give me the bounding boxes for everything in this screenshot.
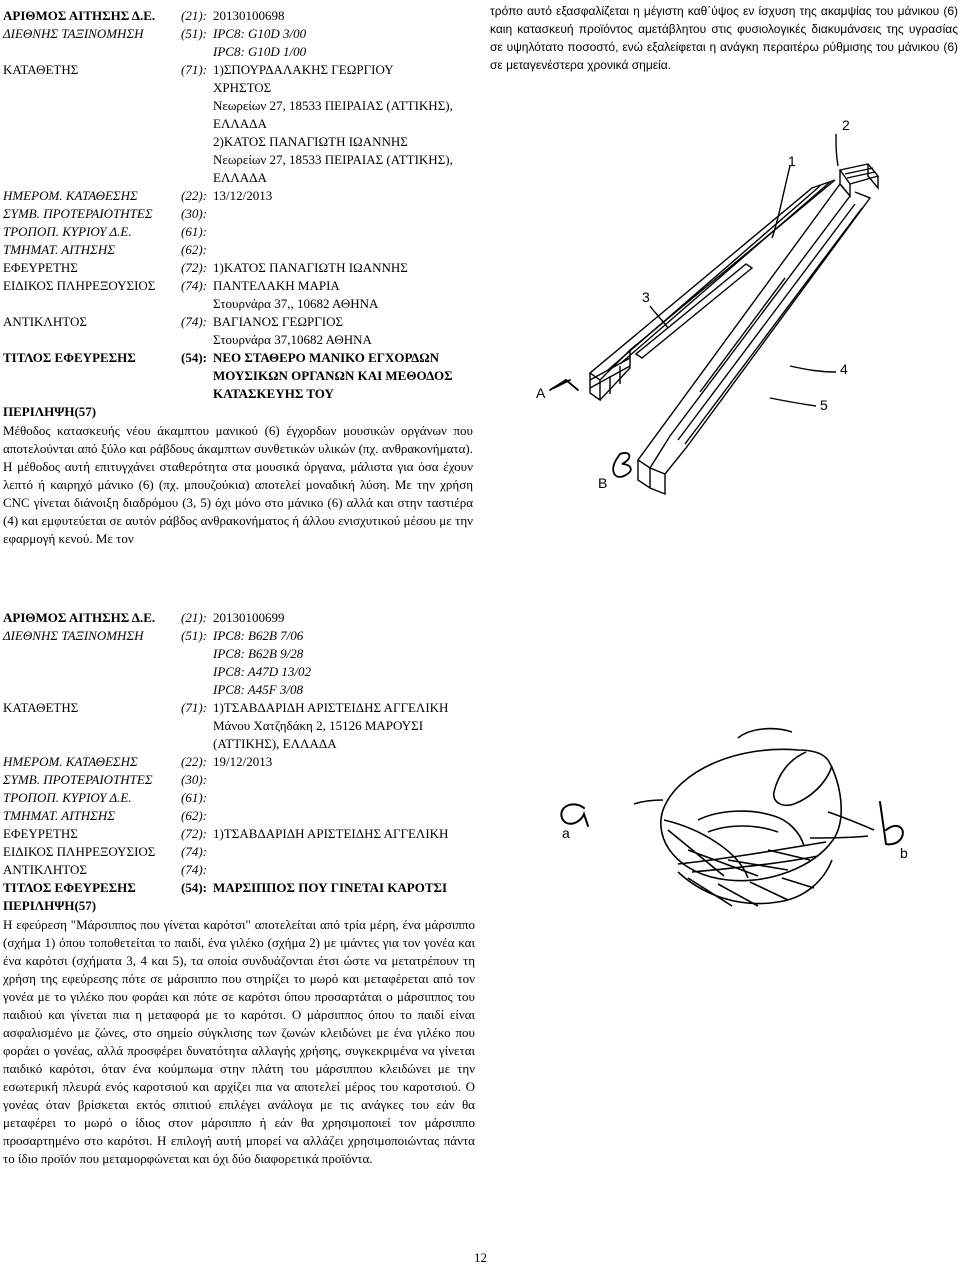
abstract-title: ΠΕΡΙΛΗΨΗ(57) [3,898,97,913]
abstract-title: ΠΕΡΙΛΗΨΗ(57) [3,404,97,419]
inventor-value: 1)ΚΑΤΟΣ ΠΑΝΑΓΙΩΤΗ ΙΩΑΝΝΗΣ [213,260,408,275]
modification-label: ΤΡΟΠΟΠ. ΚΥΡΙΟΥ Δ.Ε. [3,224,132,239]
priorities-row [3,206,473,224]
priorities-label: ΣΥΜΒ. ΠΡΟΤΕΡΑΙΟΤΗΤΕΣ [3,772,153,787]
abstract-continued-text: τρόπο αυτό εξασφαλίζεται η μέγιστη καθ΄ύψος εν ίσχυση της ακαμψίας του μάνικου (6) καιη κατασκευή προϊόντος αμετάβλητου στις φυσιολογικές διακυμάνσεις της υγρασίας σε υψηλότατο ποσοστό, ενώ εξαλείφεται η ανάγκη περαιτέρω ρύθμισης του μάνικου (6) σε μεταγενέστερα χρονικά σημεία. [490,4,958,72]
applicant-code: (71): [181,62,207,77]
classification-label: ΔΙΕΘΝΗΣ ΤΑΞΙΝΟΜΗΣΗ [3,26,144,41]
classification-value: IPC8: A45F 3/08 [213,682,304,697]
agent-label: ΑΝΤΙΚΛΗΤΟΣ [3,862,87,877]
agent-row [3,862,473,880]
applicant-code: (71): [181,700,207,715]
attorney-row [3,844,473,862]
title-label: ΤΙΤΛΟΣ ΕΦΕΥΡΕΣΗΣ [3,350,136,365]
applicant-line: ΧΡΗΣΤΟΣ [213,80,272,95]
divisional-row [3,808,473,826]
abstract-text: Η εφεύρεση "Μάρσιππος που γίνεται καρότσι" αποτελείται από τρία μέρη, ένα μάρσιππο (σχήμα 1) όπου τοποθετείται το παιδί, ένα γιλέκο (σχήμα 2) με ιμάντες για τον γονέα και ένα καρότσι (σχήματα 3, 4 και 5), τα οποία συνδυάζονται έτσι ώστε να μετατρέπουν τη χρήση της εφεύρεσης πότε σε μάρσιππο που στηρίζει το μωρό και μεταφέρεται από τον γονέα με το γιλέκο που φοράει και πότε σε καρότσι όπου προσαρτάται ο μάρσιππος του παιδιού και γίνεται πια η μεταφορά με το καρότσι. Ο μάρσιππος όπου το παιδί είναι ασφαλισμένο με ζώνες, στο σημείο σύγκλισης των ζωνών κλειδώνει με ένα γιλέκο που φοράει ο γονέας, αλλά προσφέρει δυνατότητα αλλαγής χρήσης, συγκεκριμένα να γίνεται παιδικό καρότσι, όταν ένα κούμπωμα στην πλάτη του μάρσιππου κλειδώνει με την εσωτερική πλευρά ενός καροτσιού και αρχίζει πια να αποτελεί μέρος του καροτσιού. Ο γονέας όταν βρίσκεται εκτός σπιτιού επιλέγει ανάλογα με τις ανάγκες του εάν θα μεταφέρει το μωρό ο ίδιος στον μάρσιππο ή εάν θα χρησιμοποιεί τον μάρσιππο προσαρτημένο στο καρότσι. Η επιλογή αυτή μπορεί να αλλάζει χρησιμοποιώντας πάντα το ίδιο προϊόν που μεταμορφώνεται και όχι δύο διαφορετικά προϊόντα. [3,917,475,1166]
classification-row [3,628,473,646]
figure-label-b: b [900,845,908,861]
entry-1-bibliographic [3,0,473,400]
classification-label: ΔΙΕΘΝΗΣ ΤΑΞΙΝΟΜΗΣΗ [3,628,144,643]
filing-date-label: ΗΜΕΡΟΜ. ΚΑΤΑΘΕΣΗΣ [3,754,138,769]
filing-date-value: 13/12/2013 [213,188,273,203]
application-number-value: 20130100699 [213,610,285,625]
classification-code: (51): [181,628,207,643]
applicant-line: ΕΛΛΑΔΑ [213,170,267,185]
inventor-value: 1)ΤΣΑΒΔΑΡΙΔΗ ΑΡΙΣΤΕΙΔΗΣ ΑΓΓΕΛΙΚΗ [213,826,449,841]
figure-label-1: 1 [788,153,796,169]
modification-code: (61): [181,790,207,805]
classification-value: IPC8: A47D 13/02 [213,664,311,679]
attorney-code: (74): [181,844,207,859]
priorities-label: ΣΥΜΒ. ΠΡΟΤΕΡΑΙΟΤΗΤΕΣ [3,206,153,221]
title-label: ΤΙΤΛΟΣ ΕΦΕΥΡΕΣΗΣ [3,880,136,895]
figure-label-4: 4 [840,361,848,377]
applicant-row [3,62,473,80]
applicant-row [3,700,473,718]
classification-value: IPC8: B62B 7/06 [213,628,304,643]
title-value: ΜΑΡΣΙΠΠΟΣ ΠΟΥ ΓΙΝΕΤΑΙ ΚΑΡΟΤΣΙ [213,880,448,895]
classification-row-2 [3,44,473,62]
applicant-line: (ΑΤΤΙΚΗΣ), ΕΛΛΑΔΑ [213,736,337,751]
page-number: 12 [474,1250,487,1265]
title-code: (54): [181,880,207,895]
agent-code: (74): [181,314,207,329]
classification-row [3,26,473,44]
figure-label-2: 2 [842,118,850,133]
applicant-line: 1)ΤΣΑΒΔΑΡΙΔΗ ΑΡΙΣΤΕΙΔΗΣ ΑΓΓΕΛΙΚΗ [213,700,449,715]
agent-row [3,314,473,332]
carrier-drawing-figure [488,700,958,960]
attorney-label: ΕΙΔΙΚΟΣ ΠΛΗΡΕΞΟΥΣΙΟΣ [3,844,156,859]
abstract-text: Μέθοδος κατασκευής νέου άκαμπτου μανικού (6) έγχορδων μουσικών οργάνων που αποτελούνται από ξύλο και ράβδους άκαμπτων συνθετικών υλικών (πχ. ανθρακονήματα). Η μέθοδος αυτή επιτυγχάνει σταθερότητα στα μουσικά όργανα, μάλιστα για όσα έχουν λεπτό ή καιρηχό μάνικο (6) (πχ. μπουζούκια) αποτελεί μοναδική λύση. Με την χρήση CNC γίνεται διάνοιξη διαδρόμου (3, 5) όχι μόνο στο μάνικο (6) αλλά και στην ταστιέρα (4) και εμφυτεύεται σε αυτόν ράβδος ανθρακονήματος ή άλλου ενισχυτικού μέσου με την εφαρμογή κενού. Με τον [3,423,473,546]
application-number-row [3,8,473,26]
filing-date-code: (22): [181,754,207,769]
application-number-value: 20130100698 [213,8,285,23]
inventor-row [3,826,473,844]
filing-date-row [3,754,473,772]
divisional-code: (62): [181,242,207,257]
attorney-line: Στουρνάρα 37,, 10682 ΑΘΗΝΑ [213,296,379,311]
agent-label: ΑΝΤΙΚΛΗΤΟΣ [3,314,87,329]
applicant-line: 2)ΚΑΤΟΣ ΠΑΝΑΓΙΩΤΗ ΙΩΑΝΝΗΣ [213,134,408,149]
figure-label-3: 3 [642,289,650,305]
entry-2-bibliographic [3,610,473,900]
applicant-line: Νεωρείων 27, 18533 ΠΕΙΡΑΙΑΣ (ΑΤΤΙΚΗΣ), [213,98,453,113]
divisional-code: (62): [181,808,207,823]
classification-code: (51): [181,26,207,41]
classification-value: IPC8: B62B 9/28 [213,646,304,661]
applicant-line: Μάνου Χατζηδάκη 2, 15126 ΜΑΡΟΥΣΙ [213,718,424,733]
inventor-row [3,260,473,278]
agent-line: Στουρνάρα 37,10682 ΑΘΗΝΑ [213,332,372,347]
modification-row [3,790,473,808]
divisional-row [3,242,473,260]
modification-code: (61): [181,224,207,239]
applicant-line: 1)ΣΠΟΥΡΔΑΛΑΚΗΣ ΓΕΩΡΓΙΟΥ [213,62,394,77]
applicant-line: Νεωρείων 27, 18533 ΠΕΙΡΑΙΑΣ (ΑΤΤΙΚΗΣ), [213,152,453,167]
priorities-code: (30): [181,206,207,221]
attorney-row [3,278,473,296]
application-number-code: (21): [181,8,207,23]
figure-label-a: a [562,825,570,841]
title-code: (54): [181,350,207,365]
priorities-code: (30): [181,772,207,787]
application-number-label: ΑΡΙΘΜΟΣ ΑΙΤΗΣΗΣ Δ.Ε. [3,8,156,23]
application-number-label: ΑΡΙΘΜΟΣ ΑΙΤΗΣΗΣ Δ.Ε. [3,610,156,625]
filing-date-label: ΗΜΕΡΟΜ. ΚΑΤΑΘΕΣΗΣ [3,188,138,203]
title-line: ΜΟΥΣΙΚΩΝ ΟΡΓΑΝΩΝ ΚΑΙ ΜΕΘΟΔΟΣ [213,368,453,383]
application-number-row [3,610,473,628]
modification-row [3,224,473,242]
filing-date-value: 19/12/2013 [213,754,273,769]
filing-date-row [3,188,473,206]
applicant-label: ΚΑΤΑΘΕΤΗΣ [3,62,79,77]
figure-label-b: B [598,475,608,491]
title-row [3,350,473,368]
figure-label-5: 5 [820,397,828,413]
inventor-label: ΕΦΕΥΡΕΤΗΣ [3,826,78,841]
applicant-line: ΕΛΛΑΔΑ [213,116,267,131]
attorney-label: ΕΙΔΙΚΟΣ ΠΛΗΡΕΞΟΥΣΙΟΣ [3,278,156,293]
inventor-code: (72): [181,260,207,275]
agent-code: (74): [181,862,207,877]
figure-label-a: A [536,385,546,401]
classification-value: IPC8: G10D 1/00 [213,44,307,59]
title-line: ΝΕΟ ΣΤΑΘΕΡΟ ΜΑΝΙΚΟ ΕΓΧΟΡΔΩΝ [213,350,440,365]
divisional-label: ΤΜΗΜΑΤ. ΑΙΤΗΣΗΣ [3,808,115,823]
applicant-label: ΚΑΤΑΘΕΤΗΣ [3,700,79,715]
divisional-label: ΤΜΗΜΑΤ. ΑΙΤΗΣΗΣ [3,242,115,257]
agent-line: ΒΑΓΙΑΝΟΣ ΓΕΩΡΓΙΟΣ [213,314,344,329]
priorities-row [3,772,473,790]
classification-value: IPC8: G10D 3/00 [213,26,307,41]
attorney-line: ΠΑΝΤΕΛΑΚΗ ΜΑΡΙΑ [213,278,340,293]
attorney-code: (74): [181,278,207,293]
title-row [3,880,473,898]
filing-date-code: (22): [181,188,207,203]
inventor-label: ΕΦΕΥΡΕΤΗΣ [3,260,78,275]
inventor-code: (72): [181,826,207,841]
title-line: ΚΑΤΑΣΚΕΥΗΣ ΤΟΥ [213,386,334,401]
application-number-code: (21): [181,610,207,625]
modification-label: ΤΡΟΠΟΠ. ΚΥΡΙΟΥ Δ.Ε. [3,790,132,805]
neck-drawing-figure [490,118,960,538]
